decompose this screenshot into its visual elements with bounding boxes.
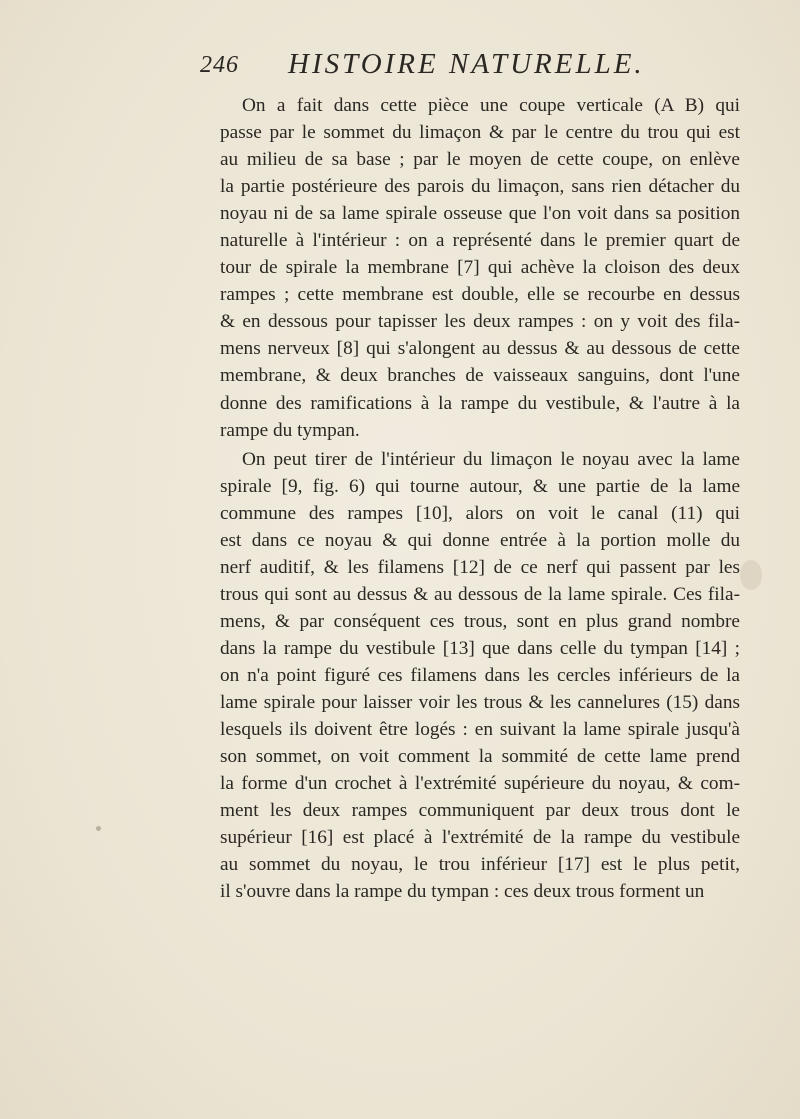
page-number: 246 — [200, 52, 239, 78]
text-line: ment les deux rampes communiquent par deux trous dont le — [220, 800, 740, 822]
text-line: rampes ; cette membrane est double, elle se recourbe en dessus — [220, 284, 740, 306]
text-line: lame spirale pour laisser voir les trous & les cannelures (15) dans — [220, 692, 740, 714]
paragraph-2 — [220, 446, 740, 906]
text-line: tour de spirale la membrane [7] qui achève la cloison des deux — [220, 257, 740, 279]
text-line: son sommet, on voit comment la sommité de cette lame prend — [220, 746, 740, 768]
text-line: On peut tirer de l'intérieur du limaçon le noyau avec la lame — [242, 448, 740, 470]
text-line: au sommet du noyau, le trou inférieur [17] est le plus petit, — [220, 854, 740, 876]
text-line: passe par le sommet du limaçon & par le centre du trou qui est — [220, 122, 740, 144]
text-line: lesquels ils doivent être logés : en suivant la lame spirale jusqu'à — [220, 719, 740, 741]
text-line: noyau ni de sa lame spirale osseuse que l'on voit dans sa position — [220, 203, 740, 225]
text-line: dans la rampe du vestibule [13] que dans celle du tympan [14] ; — [220, 637, 740, 659]
text-line: commune des rampes [10], alors on voit le canal (11) qui — [220, 502, 740, 524]
body-text — [220, 92, 740, 905]
paper-speck — [96, 826, 101, 831]
page-header — [200, 48, 760, 88]
paragraph-1 — [220, 92, 740, 444]
text-line: il s'ouvre dans la rampe du tympan : ces deux trous forment un — [220, 881, 705, 903]
running-title: HISTOIRE NATURELLE. — [288, 48, 645, 80]
text-line: membrane, & deux branches de vaisseaux sanguins, dont l'une — [220, 365, 740, 387]
text-line: rampe du tympan. — [220, 419, 360, 441]
text-line: On a fait dans cette pièce une coupe verticale (A B) qui — [242, 95, 740, 116]
text-line: & en dessous pour tapisser les deux rampes : on y voit des fila- — [220, 311, 740, 333]
text-line: on n'a point figuré ces filamens dans les cercles inférieurs de la — [220, 664, 740, 686]
text-line: supérieur [16] est placé à l'extrémité de la rampe du vestibule — [220, 827, 740, 849]
text-line: mens nerveux [8] qui s'alongent au dessus & au dessous de cette — [220, 338, 740, 360]
paper-stain — [740, 560, 762, 590]
text-line: la forme d'un crochet à l'extrémité supérieure du noyau, & com- — [220, 773, 740, 795]
text-line: naturelle à l'intérieur : on a représenté dans le premier quart de — [220, 230, 740, 252]
text-line: mens, & par conséquent ces trous, sont en plus grand nombre — [220, 610, 740, 632]
text-line: trous qui sont au dessus & au dessous de la lame spirale. Ces fila- — [220, 583, 740, 605]
text-line: spirale [9, fig. 6) qui tourne autour, & une partie de la lame — [220, 475, 740, 497]
text-line: est dans ce noyau & qui donne entrée à la portion molle du — [220, 529, 740, 551]
text-line: la partie postérieure des parois du limaçon, sans rien détacher du — [220, 176, 740, 198]
text-line: nerf auditif, & les filamens [12] de ce nerf qui passent par les — [220, 556, 740, 578]
text-line: au milieu de sa base ; par le moyen de cette coupe, on enlève — [220, 149, 740, 171]
text-line: donne des ramifications à la rampe du vestibule, & l'autre à la — [220, 392, 740, 414]
